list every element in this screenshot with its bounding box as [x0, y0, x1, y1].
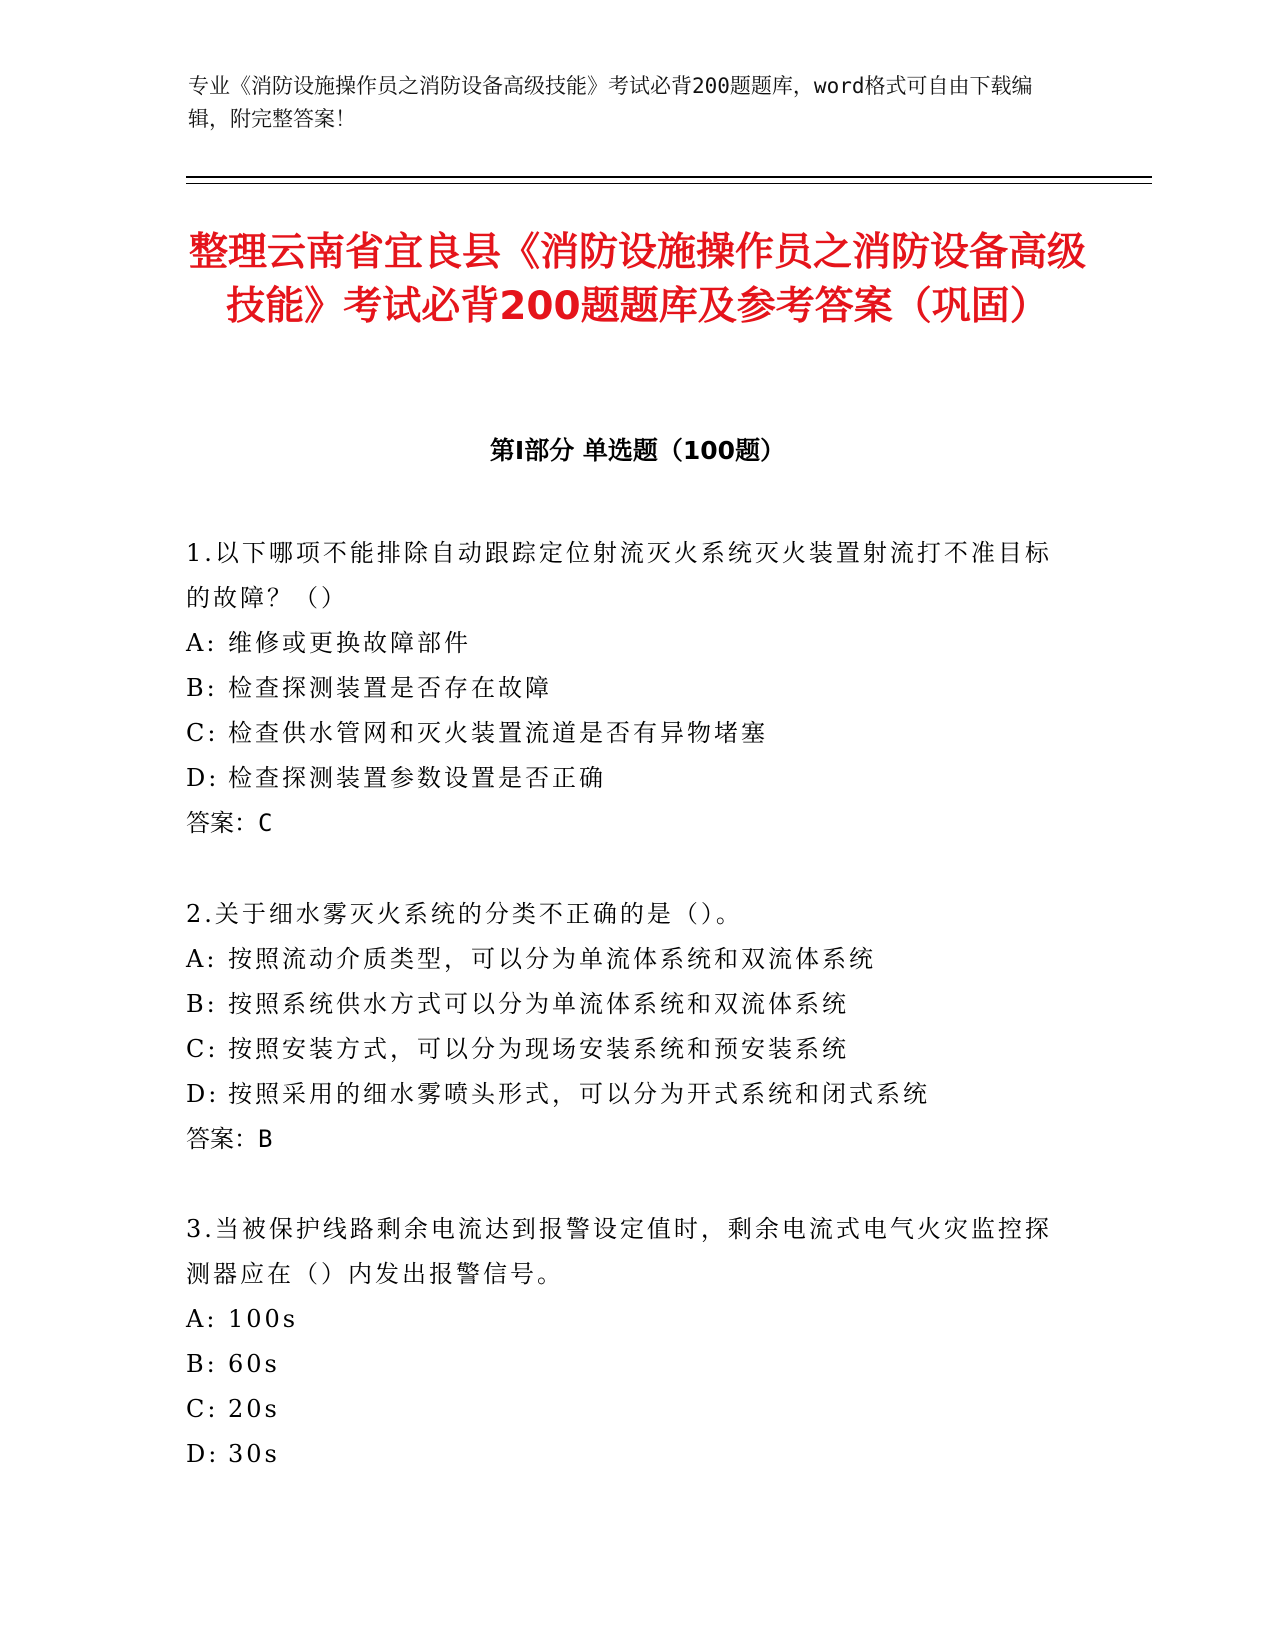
option-letter: B:	[186, 674, 218, 702]
answer-value: C	[258, 809, 273, 837]
answer-label: 答案：	[186, 809, 258, 837]
option-text: 60s	[228, 1350, 280, 1378]
option-letter: C:	[186, 1035, 219, 1063]
question-stem: 3.当被保护线路剩余电流达到报警设定值时，剩余电流式电气火灾监控探测器应在（）内发出报警信号。	[186, 1215, 1052, 1288]
option-letter: B:	[186, 1350, 218, 1378]
header-divider-thick	[186, 176, 1152, 178]
option-text: 按照系统供水方式可以分为单流体系统和双流体系统	[228, 990, 849, 1018]
option-b	[186, 1342, 1066, 1387]
option-c	[186, 711, 1066, 756]
option-letter: A:	[186, 629, 218, 657]
option-list	[186, 937, 1066, 1117]
option-d	[186, 1072, 1066, 1117]
option-letter: D:	[186, 1440, 220, 1468]
option-text: 维修或更换故障部件	[228, 629, 471, 657]
option-letter: D:	[186, 764, 220, 792]
question-3	[186, 1200, 1066, 1477]
option-text: 检查供水管网和灭火装置流道是否有异物堵塞	[228, 719, 768, 747]
option-b	[186, 666, 1066, 711]
header-note: 专业《消防设施操作员之消防设备高级技能》考试必背200题题库，word格式可自由下载编辑，附完整答案！	[188, 74, 1033, 131]
option-letter: A:	[186, 1305, 218, 1333]
option-list	[186, 621, 1066, 801]
option-text: 检查探测装置参数设置是否正确	[228, 764, 606, 792]
option-letter: D:	[186, 1080, 220, 1108]
option-text: 100s	[228, 1305, 299, 1333]
option-text: 按照流动介质类型，可以分为单流体系统和双流体系统	[228, 945, 876, 973]
option-text: 按照安装方式，可以分为现场安装系统和预安装系统	[228, 1035, 849, 1063]
option-a	[186, 1297, 1066, 1342]
answer-value: B	[258, 1125, 273, 1153]
question-stem: 1.以下哪项不能排除自动跟踪定位射流灭火系统灭火装置射流打不准目标的故障？（）	[186, 539, 1052, 612]
header-divider-thin	[186, 183, 1152, 184]
answer-label: 答案：	[186, 1125, 258, 1153]
option-d	[186, 1432, 1066, 1477]
question-2	[186, 885, 1066, 1162]
answer-line	[186, 801, 1066, 846]
option-letter: A:	[186, 945, 218, 973]
option-a	[186, 621, 1066, 666]
question-1	[186, 524, 1066, 846]
option-a	[186, 937, 1066, 982]
option-text: 检查探测装置是否存在故障	[228, 674, 552, 702]
option-letter: B:	[186, 990, 218, 1018]
option-c	[186, 1387, 1066, 1432]
document-title: 整理云南省宜良县《消防设施操作员之消防设备高级技能》考试必背200题题库及参考答案（巩固）	[188, 230, 1086, 329]
question-stem: 2.关于细水雾灭火系统的分类不正确的是（）。	[186, 900, 743, 928]
option-c	[186, 1027, 1066, 1072]
option-text: 30s	[228, 1440, 280, 1468]
option-letter: C:	[186, 1395, 219, 1423]
option-b	[186, 982, 1066, 1027]
option-text: 20s	[228, 1395, 280, 1423]
option-list	[186, 1297, 1066, 1477]
option-d	[186, 756, 1066, 801]
option-text: 按照采用的细水雾喷头形式，可以分为开式系统和闭式系统	[228, 1080, 930, 1108]
section-title: 第I部分 单选题（100题）	[489, 436, 786, 465]
answer-line	[186, 1117, 1066, 1162]
option-letter: C:	[186, 719, 219, 747]
